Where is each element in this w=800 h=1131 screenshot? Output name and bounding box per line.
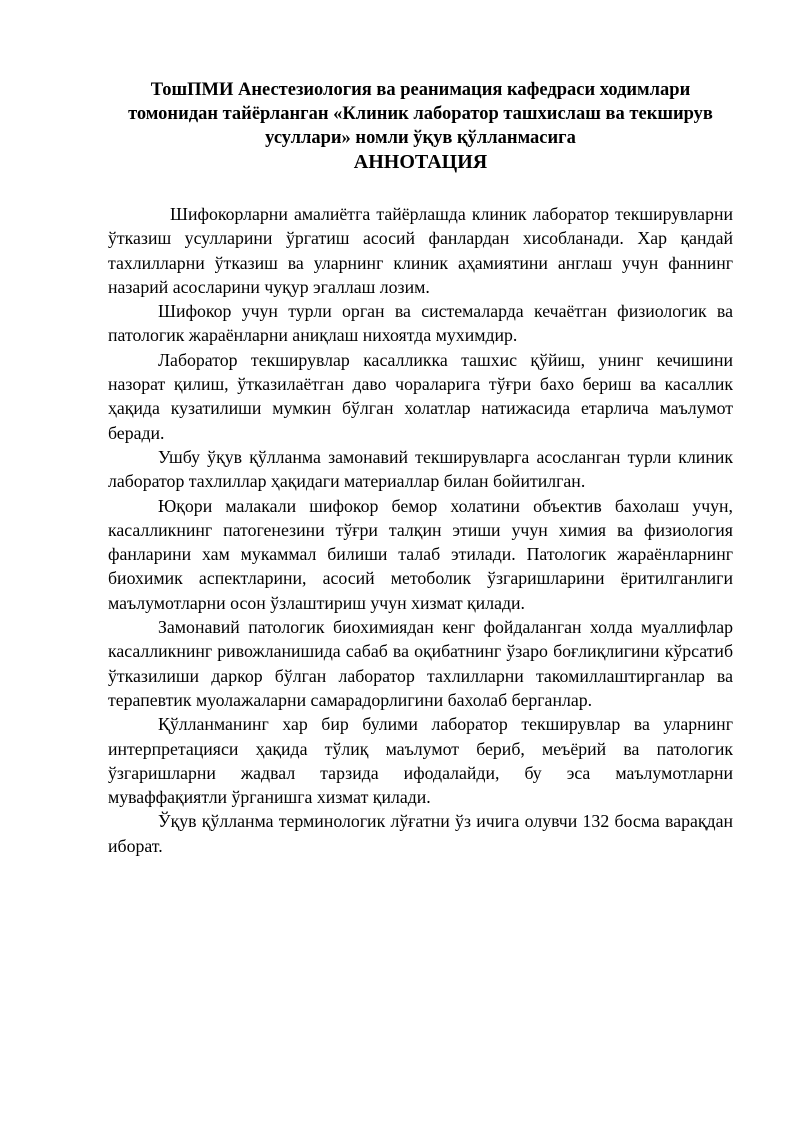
document-title: ТошПМИ Анестезиология ва реанимация кафедраси ходимлари томонидан тайёрланган «Клиник лаборатор ташхислаш ва текширув усуллари» номли ўқув қўлланмасига: [128, 80, 713, 148]
paragraph: Қўлланманинг хар бир булими лаборатор текширувлар ва уларнинг интерпретацияси ҳақида тўлиқ маълумот бериб, меъёрий ва патологик ўзгаришларни жадвал тарзида ифодалайди, бу эса маълумотларни муваффақиятли ўрганишга хизмат қилади.: [108, 714, 733, 808]
paragraph: Замонавий патологик биохимиядан кенг фойдаланган холда муаллифлар касалликнинг ривожланишида сабаб ва оқибатнинг ўзаро боғлиқлигини кўрсатиб ўтказилиши даркор бўлган лаборатор тахлилларни такомиллаштирганлар ва терапевтик муолажаларни самарадорлигини бахолаб берганлар.: [108, 617, 733, 710]
annotation-heading: АННОТАЦИЯ: [353, 151, 488, 173]
document-page: [108, 78, 733, 858]
paragraph: Шифокор учун турли орган ва системаларда кечаётган физиологик ва патологик жараёнларни аниқлаш нихоятда мухимдир.: [108, 301, 733, 346]
paragraph: Ўқув қўлланма терминологик лўғатни ўз ичига олувчи 132 босма варақдан иборат.: [108, 811, 733, 856]
paragraph: Шифокорларни амалиётга тайёрлашда клиник лаборатор текширувларни ўтказиш усулларини ўргатиш асосий фанлардан хисобланади. Хар қандай тахлилларни ўтказиш ва уларнинг клиник аҳамиятини англаш учун фаннинг назарий асосларини чуқур эгаллаш лозим.: [108, 204, 733, 297]
paragraph: Юқори малакали шифокор бемор холатини объектив бахолаш учун, касалликнинг патогенезини тўғри талқин этиши учун химия ва физиология фанларини хам мукаммал билиши талаб этилади. Патологик жараёнларнинг биохимик аспектларини, асосий метоболик ўзгаришларини ёритилганлиги маълумотларни осон ўзлаштириш учун хизмат қилади.: [108, 495, 733, 613]
paragraph: Ушбу ўқув қўлланма замонавий текширувларга асосланган турли клиник лаборатор тахлиллар ҳақидаги материаллар билан бойитилган.: [108, 446, 733, 492]
paragraph: Лаборатор текширувлар касалликка ташхис қўйиш, унинг кечишини назорат қилиш, ўтказилаётган даво чораларига тўғри бахо бериш ва касаллик ҳақида кузатилиши мумкин бўлган холатлар натижасида етарлича маълумот беради.: [108, 349, 733, 443]
